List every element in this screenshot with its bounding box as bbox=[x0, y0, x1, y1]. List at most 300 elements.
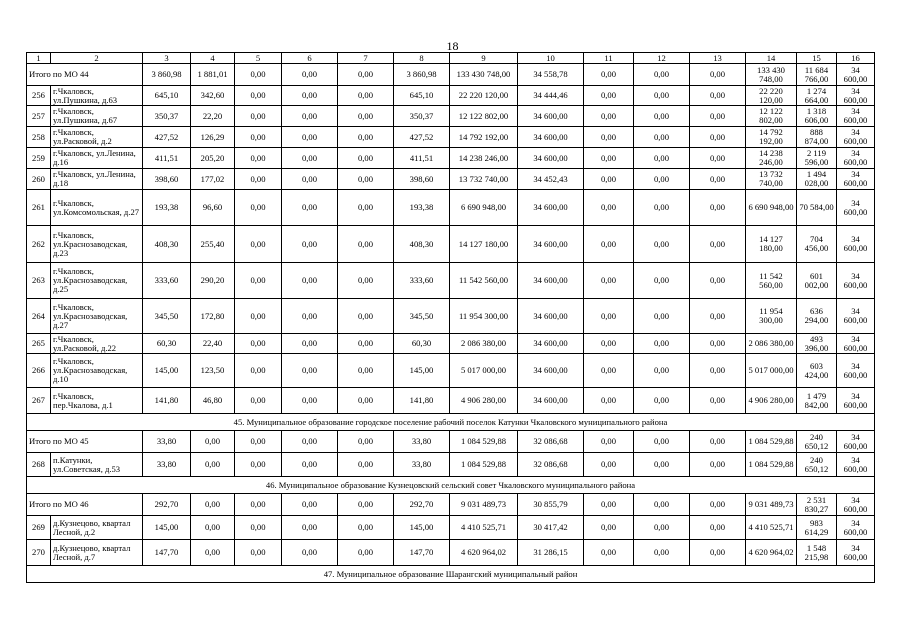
total-label: Итого по МО 46 bbox=[27, 494, 143, 516]
total-value-cell: 0,00 bbox=[191, 431, 235, 453]
total-value-cell: 0,00 bbox=[634, 431, 690, 453]
address-cell: г.Чкаловск, пер.Чкалова, д.1 bbox=[51, 388, 143, 414]
value-cell: 1 318 606,00 bbox=[797, 106, 837, 127]
value-cell: 0,00 bbox=[235, 148, 282, 169]
value-cell: 34 600,00 bbox=[518, 106, 584, 127]
column-number-cell: 1 bbox=[27, 53, 51, 64]
value-cell: 0,00 bbox=[634, 169, 690, 190]
total-value-cell: 0,00 bbox=[282, 494, 338, 516]
value-cell: 4 620 964,02 bbox=[450, 540, 518, 566]
value-cell: 0,00 bbox=[235, 169, 282, 190]
value-cell: 645,10 bbox=[143, 86, 191, 106]
value-cell: 126,29 bbox=[191, 127, 235, 148]
value-cell: 0,00 bbox=[338, 453, 394, 477]
value-cell: 290,20 bbox=[191, 263, 235, 299]
total-value-cell: 34 558,78 bbox=[518, 64, 584, 86]
section-heading-row bbox=[27, 477, 875, 494]
value-cell: 0,00 bbox=[338, 106, 394, 127]
value-cell: 0,00 bbox=[634, 127, 690, 148]
value-cell: 11 954 300,00 bbox=[450, 299, 518, 334]
total-value-cell: 0,00 bbox=[690, 494, 746, 516]
value-cell: 0,00 bbox=[584, 354, 634, 388]
value-cell: 123,50 bbox=[191, 354, 235, 388]
column-number-cell: 16 bbox=[837, 53, 875, 64]
value-cell: 636 294,00 bbox=[797, 299, 837, 334]
total-value-cell: 0,00 bbox=[191, 494, 235, 516]
row-number: 256 bbox=[27, 86, 51, 106]
value-cell: 333,60 bbox=[394, 263, 450, 299]
value-cell: 4 410 525,71 bbox=[450, 516, 518, 540]
value-cell: 0,00 bbox=[584, 263, 634, 299]
value-cell: 34 600,00 bbox=[837, 106, 875, 127]
value-cell: 0,00 bbox=[282, 127, 338, 148]
table-row bbox=[27, 226, 875, 263]
column-number-cell: 4 bbox=[191, 53, 235, 64]
table-row bbox=[27, 148, 875, 169]
address-cell: г.Чкаловск, ул.Ленина, д.18 bbox=[51, 169, 143, 190]
value-cell: 0,00 bbox=[634, 263, 690, 299]
address-cell: г.Чкаловск, ул.Ленина, д.16 bbox=[51, 148, 143, 169]
value-cell: 0,00 bbox=[690, 86, 746, 106]
total-value-cell: 292,70 bbox=[394, 494, 450, 516]
address-cell: г.Чкаловск, ул.Краснозаводская, д.23 bbox=[51, 226, 143, 263]
value-cell: 411,51 bbox=[394, 148, 450, 169]
value-cell: 0,00 bbox=[282, 453, 338, 477]
total-value-cell: 0,00 bbox=[634, 64, 690, 86]
value-cell: 0,00 bbox=[338, 334, 394, 354]
value-cell: 0,00 bbox=[690, 169, 746, 190]
value-cell: 0,00 bbox=[584, 86, 634, 106]
value-cell: 34 452,43 bbox=[518, 169, 584, 190]
value-cell: 147,70 bbox=[143, 540, 191, 566]
value-cell: 145,00 bbox=[143, 354, 191, 388]
value-cell: 0,00 bbox=[235, 453, 282, 477]
total-value-cell: 9 031 489,73 bbox=[450, 494, 518, 516]
value-cell: 0,00 bbox=[634, 106, 690, 127]
value-cell: 0,00 bbox=[634, 299, 690, 334]
column-number-cell: 12 bbox=[634, 53, 690, 64]
total-row bbox=[27, 431, 875, 453]
column-number-cell: 13 bbox=[690, 53, 746, 64]
value-cell: 14 127 180,00 bbox=[450, 226, 518, 263]
value-cell: 0,00 bbox=[235, 540, 282, 566]
value-cell: 34 600,00 bbox=[518, 354, 584, 388]
address-cell: г.Чкаловск, ул.Краснозаводская, д.27 bbox=[51, 299, 143, 334]
row-number: 266 bbox=[27, 354, 51, 388]
value-cell: 70 584,00 bbox=[797, 190, 837, 226]
value-cell: 34 600,00 bbox=[518, 263, 584, 299]
value-cell: 0,00 bbox=[634, 148, 690, 169]
value-cell: 96,60 bbox=[191, 190, 235, 226]
value-cell: 0,00 bbox=[191, 540, 235, 566]
value-cell: 14 127 180,00 bbox=[746, 226, 797, 263]
value-cell: 60,30 bbox=[143, 334, 191, 354]
row-number: 269 bbox=[27, 516, 51, 540]
value-cell: 34 600,00 bbox=[518, 127, 584, 148]
value-cell: 0,00 bbox=[191, 516, 235, 540]
total-value-cell: 133 430 748,00 bbox=[450, 64, 518, 86]
value-cell: 0,00 bbox=[338, 127, 394, 148]
total-value-cell: 0,00 bbox=[584, 494, 634, 516]
column-number-cell: 9 bbox=[450, 53, 518, 64]
value-cell: 0,00 bbox=[584, 388, 634, 414]
value-cell: 34 600,00 bbox=[837, 516, 875, 540]
value-cell: 0,00 bbox=[634, 354, 690, 388]
value-cell: 0,00 bbox=[634, 516, 690, 540]
table-row bbox=[27, 169, 875, 190]
value-cell: 141,80 bbox=[143, 388, 191, 414]
section-heading-row bbox=[27, 566, 875, 583]
value-cell: 12 122 802,00 bbox=[746, 106, 797, 127]
column-number-cell: 5 bbox=[235, 53, 282, 64]
value-cell: 0,00 bbox=[690, 106, 746, 127]
value-cell: 333,60 bbox=[143, 263, 191, 299]
value-cell: 0,00 bbox=[584, 148, 634, 169]
address-cell: г.Чкаловск, ул.Расковой, д.2 bbox=[51, 127, 143, 148]
value-cell: 33,80 bbox=[143, 453, 191, 477]
value-cell: 177,02 bbox=[191, 169, 235, 190]
value-cell: 14 792 192,00 bbox=[746, 127, 797, 148]
total-value-cell: 0,00 bbox=[584, 64, 634, 86]
total-value-cell: 2 531 830,27 bbox=[797, 494, 837, 516]
column-number-cell: 2 bbox=[51, 53, 143, 64]
table-row bbox=[27, 453, 875, 477]
total-value-cell: 0,00 bbox=[282, 431, 338, 453]
value-cell: 34 600,00 bbox=[837, 127, 875, 148]
page-number: 18 bbox=[446, 39, 459, 53]
value-cell: 603 424,00 bbox=[797, 354, 837, 388]
value-cell: 13 732 740,00 bbox=[746, 169, 797, 190]
value-cell: 0,00 bbox=[634, 453, 690, 477]
value-cell: 14 792 192,00 bbox=[450, 127, 518, 148]
value-cell: 5 017 000,00 bbox=[450, 354, 518, 388]
value-cell: 601 002,00 bbox=[797, 263, 837, 299]
value-cell: 0,00 bbox=[235, 190, 282, 226]
table-row bbox=[27, 540, 875, 566]
address-cell: д.Кузнецово, квартал Лесной, д.7 bbox=[51, 540, 143, 566]
total-row bbox=[27, 64, 875, 86]
value-cell: 0,00 bbox=[690, 388, 746, 414]
value-cell: 0,00 bbox=[235, 226, 282, 263]
value-cell: 0,00 bbox=[584, 540, 634, 566]
value-cell: 0,00 bbox=[282, 540, 338, 566]
value-cell: 34 600,00 bbox=[518, 299, 584, 334]
address-cell: г.Чкаловск, ул.Расковой, д.22 bbox=[51, 334, 143, 354]
value-cell: 0,00 bbox=[235, 86, 282, 106]
address-cell: п.Катунки, ул.Советская, д.53 bbox=[51, 453, 143, 477]
value-cell: 11 954 300,00 bbox=[746, 299, 797, 334]
value-cell: 255,40 bbox=[191, 226, 235, 263]
row-number: 262 bbox=[27, 226, 51, 263]
value-cell: 345,50 bbox=[394, 299, 450, 334]
value-cell: 0,00 bbox=[584, 190, 634, 226]
value-cell: 34 600,00 bbox=[837, 86, 875, 106]
table-row bbox=[27, 263, 875, 299]
value-cell: 33,80 bbox=[394, 453, 450, 477]
value-cell: 0,00 bbox=[690, 226, 746, 263]
value-cell: 0,00 bbox=[690, 516, 746, 540]
value-cell: 427,52 bbox=[143, 127, 191, 148]
value-cell: 408,30 bbox=[143, 226, 191, 263]
value-cell: 46,80 bbox=[191, 388, 235, 414]
value-cell: 0,00 bbox=[584, 516, 634, 540]
data-table bbox=[26, 52, 875, 583]
value-cell: 0,00 bbox=[282, 169, 338, 190]
row-number: 270 bbox=[27, 540, 51, 566]
table-row bbox=[27, 106, 875, 127]
row-number: 264 bbox=[27, 299, 51, 334]
value-cell: 34 600,00 bbox=[837, 334, 875, 354]
total-label: Итого по МО 45 bbox=[27, 431, 143, 453]
column-number-cell: 10 bbox=[518, 53, 584, 64]
value-cell: 0,00 bbox=[282, 86, 338, 106]
value-cell: 427,52 bbox=[394, 127, 450, 148]
row-number: 257 bbox=[27, 106, 51, 127]
row-number: 265 bbox=[27, 334, 51, 354]
total-value-cell: 34 600,00 bbox=[837, 494, 875, 516]
value-cell: 4 620 964,02 bbox=[746, 540, 797, 566]
value-cell: 6 690 948,00 bbox=[746, 190, 797, 226]
value-cell: 34 600,00 bbox=[518, 148, 584, 169]
value-cell: 12 122 802,00 bbox=[450, 106, 518, 127]
value-cell: 0,00 bbox=[282, 334, 338, 354]
value-cell: 1 274 664,00 bbox=[797, 86, 837, 106]
value-cell: 6 690 948,00 bbox=[450, 190, 518, 226]
value-cell: 1 084 529,88 bbox=[450, 453, 518, 477]
value-cell: 0,00 bbox=[338, 540, 394, 566]
value-cell: 0,00 bbox=[282, 148, 338, 169]
value-cell: 34 600,00 bbox=[837, 453, 875, 477]
total-value-cell: 30 855,79 bbox=[518, 494, 584, 516]
total-value-cell: 0,00 bbox=[235, 494, 282, 516]
total-value-cell: 33,80 bbox=[394, 431, 450, 453]
value-cell: 4 410 525,71 bbox=[746, 516, 797, 540]
column-number-cell: 7 bbox=[338, 53, 394, 64]
table-body bbox=[27, 53, 875, 583]
value-cell: 0,00 bbox=[235, 334, 282, 354]
value-cell: 1 479 842,00 bbox=[797, 388, 837, 414]
value-cell: 172,80 bbox=[191, 299, 235, 334]
value-cell: 22,40 bbox=[191, 334, 235, 354]
table-row bbox=[27, 86, 875, 106]
value-cell: 0,00 bbox=[235, 106, 282, 127]
value-cell: 411,51 bbox=[143, 148, 191, 169]
total-value-cell: 9 031 489,73 bbox=[746, 494, 797, 516]
total-value-cell: 1 881,01 bbox=[191, 64, 235, 86]
value-cell: 141,80 bbox=[394, 388, 450, 414]
total-value-cell: 1 084 529,88 bbox=[450, 431, 518, 453]
value-cell: 205,20 bbox=[191, 148, 235, 169]
value-cell: 493 396,00 bbox=[797, 334, 837, 354]
value-cell: 0,00 bbox=[338, 148, 394, 169]
section-title: 46. Муниципальное образование Кузнецовский сельский совет Чкаловского муниципального района bbox=[27, 477, 875, 494]
value-cell: 0,00 bbox=[338, 388, 394, 414]
value-cell: 0,00 bbox=[584, 106, 634, 127]
value-cell: 34 600,00 bbox=[837, 190, 875, 226]
value-cell: 0,00 bbox=[282, 299, 338, 334]
value-cell: 0,00 bbox=[584, 226, 634, 263]
value-cell: 34 444,46 bbox=[518, 86, 584, 106]
value-cell: 408,30 bbox=[394, 226, 450, 263]
address-cell: г.Чкаловск, ул.Пушкина, д.63 bbox=[51, 86, 143, 106]
total-value-cell: 292,70 bbox=[143, 494, 191, 516]
section-title: 45. Муниципальное образование городское поселение рабочий поселок Катунки Чкаловского муниципального района bbox=[27, 414, 875, 431]
value-cell: 34 600,00 bbox=[837, 263, 875, 299]
value-cell: 34 600,00 bbox=[837, 540, 875, 566]
row-number: 259 bbox=[27, 148, 51, 169]
value-cell: 5 017 000,00 bbox=[746, 354, 797, 388]
total-value-cell: 0,00 bbox=[235, 64, 282, 86]
table-row bbox=[27, 190, 875, 226]
address-cell: д.Кузнецово, квартал Лесной, д.2 bbox=[51, 516, 143, 540]
value-cell: 0,00 bbox=[235, 127, 282, 148]
value-cell: 22 220 120,00 bbox=[450, 86, 518, 106]
value-cell: 34 600,00 bbox=[837, 299, 875, 334]
value-cell: 193,38 bbox=[143, 190, 191, 226]
value-cell: 0,00 bbox=[338, 263, 394, 299]
value-cell: 1 084 529,88 bbox=[746, 453, 797, 477]
value-cell: 0,00 bbox=[282, 354, 338, 388]
column-number-cell: 6 bbox=[282, 53, 338, 64]
total-value-cell: 34 600,00 bbox=[837, 431, 875, 453]
value-cell: 0,00 bbox=[690, 540, 746, 566]
value-cell: 0,00 bbox=[584, 334, 634, 354]
total-value-cell: 3 860,98 bbox=[394, 64, 450, 86]
value-cell: 704 456,00 bbox=[797, 226, 837, 263]
value-cell: 2 086 380,00 bbox=[450, 334, 518, 354]
column-number-row bbox=[27, 53, 875, 64]
value-cell: 34 600,00 bbox=[837, 354, 875, 388]
total-value-cell: 0,00 bbox=[634, 494, 690, 516]
value-cell: 2 119 596,00 bbox=[797, 148, 837, 169]
total-value-cell: 11 684 766,00 bbox=[797, 64, 837, 86]
value-cell: 398,60 bbox=[143, 169, 191, 190]
value-cell: 983 614,29 bbox=[797, 516, 837, 540]
row-number: 258 bbox=[27, 127, 51, 148]
value-cell: 60,30 bbox=[394, 334, 450, 354]
value-cell: 31 286,15 bbox=[518, 540, 584, 566]
total-value-cell: 32 086,68 bbox=[518, 431, 584, 453]
value-cell: 0,00 bbox=[338, 354, 394, 388]
value-cell: 0,00 bbox=[235, 354, 282, 388]
value-cell: 145,00 bbox=[143, 516, 191, 540]
total-value-cell: 133 430 748,00 bbox=[746, 64, 797, 86]
value-cell: 34 600,00 bbox=[837, 226, 875, 263]
column-number-cell: 11 bbox=[584, 53, 634, 64]
value-cell: 14 238 246,00 bbox=[450, 148, 518, 169]
value-cell: 0,00 bbox=[338, 226, 394, 263]
value-cell: 0,00 bbox=[690, 354, 746, 388]
table-row bbox=[27, 334, 875, 354]
total-value-cell: 33,80 bbox=[143, 431, 191, 453]
address-cell: г.Чкаловск, ул.Краснозаводская, д.10 bbox=[51, 354, 143, 388]
value-cell: 13 732 740,00 bbox=[450, 169, 518, 190]
total-value-cell: 0,00 bbox=[282, 64, 338, 86]
value-cell: 22 220 120,00 bbox=[746, 86, 797, 106]
value-cell: 0,00 bbox=[634, 86, 690, 106]
address-cell: г.Чкаловск, ул.Пушкина, д.67 bbox=[51, 106, 143, 127]
total-value-cell: 0,00 bbox=[338, 494, 394, 516]
value-cell: 11 542 560,00 bbox=[746, 263, 797, 299]
value-cell: 0,00 bbox=[282, 388, 338, 414]
total-value-cell: 0,00 bbox=[338, 64, 394, 86]
column-number-cell: 14 bbox=[746, 53, 797, 64]
value-cell: 30 417,42 bbox=[518, 516, 584, 540]
value-cell: 34 600,00 bbox=[518, 388, 584, 414]
table-row bbox=[27, 388, 875, 414]
total-value-cell: 3 860,98 bbox=[143, 64, 191, 86]
value-cell: 0,00 bbox=[282, 226, 338, 263]
section-title: 47. Муниципальное образование Шарангский муниципальный район bbox=[27, 566, 875, 583]
section-heading-row bbox=[27, 414, 875, 431]
value-cell: 0,00 bbox=[584, 453, 634, 477]
value-cell: 34 600,00 bbox=[518, 226, 584, 263]
value-cell: 0,00 bbox=[584, 127, 634, 148]
value-cell: 0,00 bbox=[282, 190, 338, 226]
row-number: 267 bbox=[27, 388, 51, 414]
value-cell: 342,60 bbox=[191, 86, 235, 106]
value-cell: 888 874,00 bbox=[797, 127, 837, 148]
value-cell: 14 238 246,00 bbox=[746, 148, 797, 169]
address-cell: г.Чкаловск, ул.Комсомольская, д.27 bbox=[51, 190, 143, 226]
total-value-cell: 0,00 bbox=[690, 64, 746, 86]
table-row bbox=[27, 516, 875, 540]
value-cell: 147,70 bbox=[394, 540, 450, 566]
value-cell: 32 086,68 bbox=[518, 453, 584, 477]
column-number-cell: 15 bbox=[797, 53, 837, 64]
value-cell: 34 600,00 bbox=[518, 334, 584, 354]
value-cell: 0,00 bbox=[584, 169, 634, 190]
row-number: 260 bbox=[27, 169, 51, 190]
total-value-cell: 0,00 bbox=[690, 431, 746, 453]
value-cell: 11 542 560,00 bbox=[450, 263, 518, 299]
total-value-cell: 1 084 529,88 bbox=[746, 431, 797, 453]
value-cell: 0,00 bbox=[338, 169, 394, 190]
value-cell: 0,00 bbox=[690, 127, 746, 148]
row-number: 261 bbox=[27, 190, 51, 226]
row-number: 268 bbox=[27, 453, 51, 477]
row-number: 263 bbox=[27, 263, 51, 299]
value-cell: 34 600,00 bbox=[518, 190, 584, 226]
value-cell: 0,00 bbox=[282, 263, 338, 299]
value-cell: 1 548 215,98 bbox=[797, 540, 837, 566]
value-cell: 0,00 bbox=[338, 299, 394, 334]
table-row bbox=[27, 127, 875, 148]
value-cell: 0,00 bbox=[282, 516, 338, 540]
total-value-cell: 0,00 bbox=[338, 431, 394, 453]
column-number-cell: 3 bbox=[143, 53, 191, 64]
total-value-cell: 0,00 bbox=[584, 431, 634, 453]
total-label: Итого по МО 44 bbox=[27, 64, 143, 86]
value-cell: 0,00 bbox=[690, 334, 746, 354]
value-cell: 0,00 bbox=[584, 299, 634, 334]
value-cell: 0,00 bbox=[191, 453, 235, 477]
value-cell: 350,37 bbox=[143, 106, 191, 127]
value-cell: 0,00 bbox=[690, 453, 746, 477]
value-cell: 0,00 bbox=[634, 226, 690, 263]
value-cell: 145,00 bbox=[394, 354, 450, 388]
value-cell: 0,00 bbox=[634, 334, 690, 354]
value-cell: 0,00 bbox=[338, 190, 394, 226]
value-cell: 193,38 bbox=[394, 190, 450, 226]
value-cell: 0,00 bbox=[634, 540, 690, 566]
value-cell: 0,00 bbox=[690, 148, 746, 169]
table-row bbox=[27, 299, 875, 334]
value-cell: 0,00 bbox=[690, 299, 746, 334]
address-cell: г.Чкаловск, ул.Краснозаводская, д.25 bbox=[51, 263, 143, 299]
value-cell: 645,10 bbox=[394, 86, 450, 106]
value-cell: 345,50 bbox=[143, 299, 191, 334]
